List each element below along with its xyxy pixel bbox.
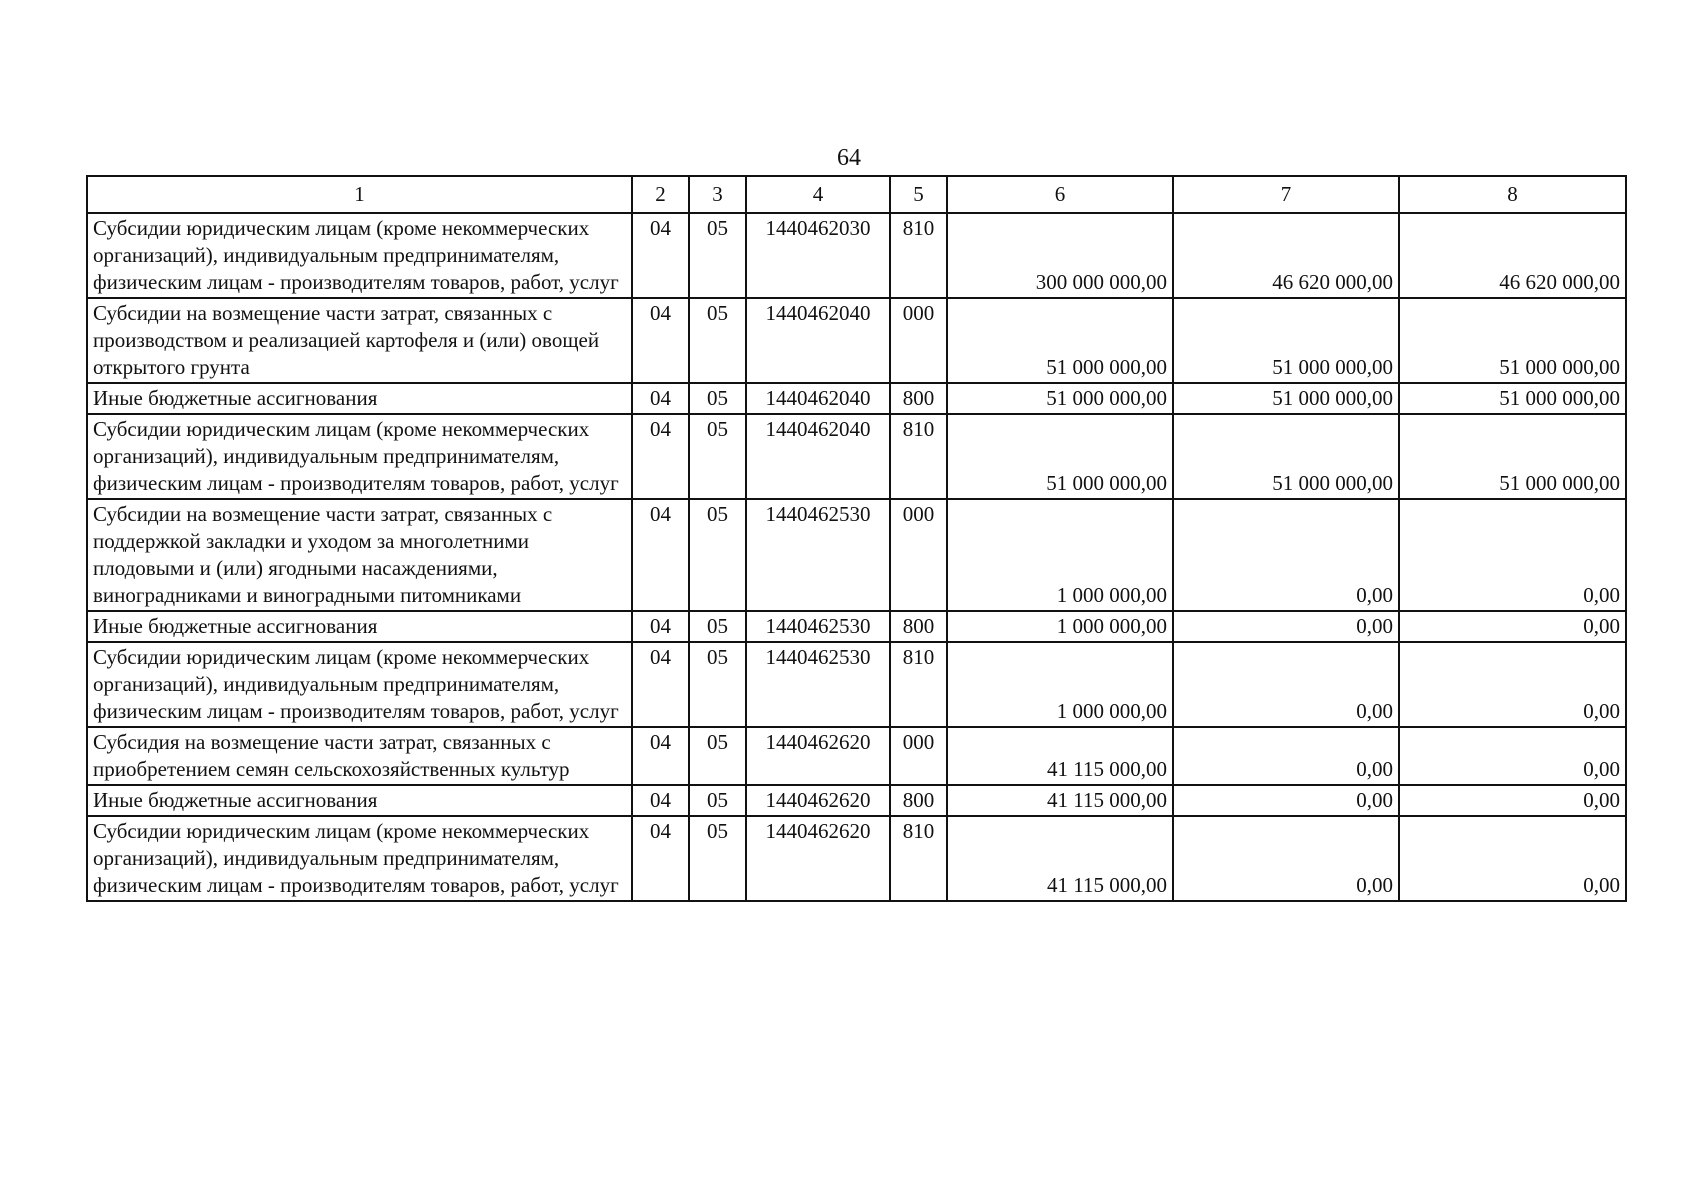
page-number: 64: [837, 145, 861, 171]
table-row: [87, 414, 1626, 499]
amount-col8-cell: 0,00: [1399, 642, 1626, 727]
target-article-cell: 1440462620: [746, 816, 890, 901]
row-name-cell: Субсидии юридическим лицам (кроме некоммерческих организаций), индивидуальным предпринимателям, физическим лицам - производителям товаров, работ, услуг: [87, 642, 632, 727]
amount-col6-cell: 1 000 000,00: [947, 499, 1173, 611]
target-article-cell: 1440462530: [746, 499, 890, 611]
amount-col8-cell: 51 000 000,00: [1399, 383, 1626, 414]
section-code-cell: 04: [632, 383, 689, 414]
section-code-cell: 04: [632, 642, 689, 727]
amount-col8-cell: 51 000 000,00: [1399, 414, 1626, 499]
column-header: 6: [947, 176, 1173, 213]
row-name-cell: Иные бюджетные ассигнования: [87, 611, 632, 642]
amount-col6-cell: 41 115 000,00: [947, 785, 1173, 816]
table-row: [87, 213, 1626, 298]
amount-col6-cell: 300 000 000,00: [947, 213, 1173, 298]
amount-col7-cell: 51 000 000,00: [1173, 414, 1399, 499]
expense-type-cell: 800: [890, 785, 947, 816]
amount-col7-cell: 0,00: [1173, 727, 1399, 785]
amount-col8-cell: 0,00: [1399, 816, 1626, 901]
amount-col8-cell: 0,00: [1399, 785, 1626, 816]
expense-type-cell: 000: [890, 499, 947, 611]
amount-col7-cell: 0,00: [1173, 611, 1399, 642]
expense-type-cell: 810: [890, 642, 947, 727]
amount-col6-cell: 41 115 000,00: [947, 727, 1173, 785]
amount-col6-cell: 1 000 000,00: [947, 611, 1173, 642]
section-code-cell: 04: [632, 499, 689, 611]
subsection-code-cell: 05: [689, 785, 746, 816]
subsection-code-cell: 05: [689, 727, 746, 785]
table-row: [87, 785, 1626, 816]
row-name-cell: Иные бюджетные ассигнования: [87, 383, 632, 414]
column-header: 4: [746, 176, 890, 213]
table-row: [87, 727, 1626, 785]
row-name-cell: Субсидии юридическим лицам (кроме некоммерческих организаций), индивидуальным предпринимателям, физическим лицам - производителям товаров, работ, услуг: [87, 816, 632, 901]
target-article-cell: 1440462040: [746, 383, 890, 414]
column-header: 2: [632, 176, 689, 213]
expense-type-cell: 810: [890, 816, 947, 901]
subsection-code-cell: 05: [689, 499, 746, 611]
section-code-cell: 04: [632, 611, 689, 642]
column-header: 3: [689, 176, 746, 213]
amount-col7-cell: 0,00: [1173, 816, 1399, 901]
amount-col7-cell: 0,00: [1173, 499, 1399, 611]
subsection-code-cell: 05: [689, 816, 746, 901]
expense-type-cell: 800: [890, 383, 947, 414]
expense-type-cell: 000: [890, 298, 947, 383]
table-row: [87, 499, 1626, 611]
amount-col8-cell: 0,00: [1399, 727, 1626, 785]
section-code-cell: 04: [632, 213, 689, 298]
subsection-code-cell: 05: [689, 383, 746, 414]
table-row: [87, 383, 1626, 414]
table-row: [87, 642, 1626, 727]
target-article-cell: 1440462530: [746, 611, 890, 642]
row-name-cell: Субсидия на возмещение части затрат, связанных с приобретением семян сельскохозяйственных культур: [87, 727, 632, 785]
column-header: 1: [87, 176, 632, 213]
column-header: 8: [1399, 176, 1626, 213]
column-header: 5: [890, 176, 947, 213]
expense-type-cell: 800: [890, 611, 947, 642]
amount-col7-cell: 0,00: [1173, 785, 1399, 816]
table-header-row: [87, 176, 1626, 213]
row-name-cell: Субсидии на возмещение части затрат, связанных с производством и реализацией картофеля и (или) овощей открытого грунта: [87, 298, 632, 383]
subsection-code-cell: 05: [689, 611, 746, 642]
subsection-code-cell: 05: [689, 414, 746, 499]
target-article-cell: 1440462040: [746, 414, 890, 499]
table-row: [87, 816, 1626, 901]
target-article-cell: 1440462620: [746, 727, 890, 785]
amount-col7-cell: 51 000 000,00: [1173, 298, 1399, 383]
section-code-cell: 04: [632, 816, 689, 901]
row-name-cell: Субсидии юридическим лицам (кроме некоммерческих организаций), индивидуальным предпринимателям, физическим лицам - производителям товаров, работ, услуг: [87, 414, 632, 499]
table-row: [87, 611, 1626, 642]
budget-table: [86, 175, 1627, 902]
section-code-cell: 04: [632, 727, 689, 785]
amount-col6-cell: 51 000 000,00: [947, 414, 1173, 499]
row-name-cell: Субсидии юридическим лицам (кроме некоммерческих организаций), индивидуальным предпринимателям, физическим лицам - производителям товаров, работ, услуг: [87, 213, 632, 298]
amount-col8-cell: 46 620 000,00: [1399, 213, 1626, 298]
amount-col8-cell: 0,00: [1399, 611, 1626, 642]
subsection-code-cell: 05: [689, 213, 746, 298]
target-article-cell: 1440462530: [746, 642, 890, 727]
expense-type-cell: 810: [890, 414, 947, 499]
amount-col8-cell: 0,00: [1399, 499, 1626, 611]
expense-type-cell: 000: [890, 727, 947, 785]
amount-col6-cell: 51 000 000,00: [947, 383, 1173, 414]
amount-col7-cell: 51 000 000,00: [1173, 383, 1399, 414]
row-name-cell: Иные бюджетные ассигнования: [87, 785, 632, 816]
amount-col6-cell: 51 000 000,00: [947, 298, 1173, 383]
amount-col6-cell: 1 000 000,00: [947, 642, 1173, 727]
target-article-cell: 1440462040: [746, 298, 890, 383]
amount-col7-cell: 46 620 000,00: [1173, 213, 1399, 298]
section-code-cell: 04: [632, 785, 689, 816]
amount-col6-cell: 41 115 000,00: [947, 816, 1173, 901]
row-name-cell: Субсидии на возмещение части затрат, связанных с поддержкой закладки и уходом за многолетними плодовыми и (или) ягодными насаждениями, виноградниками и виноградными питомниками: [87, 499, 632, 611]
subsection-code-cell: 05: [689, 642, 746, 727]
table-row: [87, 298, 1626, 383]
expense-type-cell: 810: [890, 213, 947, 298]
column-header: 7: [1173, 176, 1399, 213]
target-article-cell: 1440462030: [746, 213, 890, 298]
target-article-cell: 1440462620: [746, 785, 890, 816]
section-code-cell: 04: [632, 298, 689, 383]
section-code-cell: 04: [632, 414, 689, 499]
amount-col8-cell: 51 000 000,00: [1399, 298, 1626, 383]
subsection-code-cell: 05: [689, 298, 746, 383]
amount-col7-cell: 0,00: [1173, 642, 1399, 727]
